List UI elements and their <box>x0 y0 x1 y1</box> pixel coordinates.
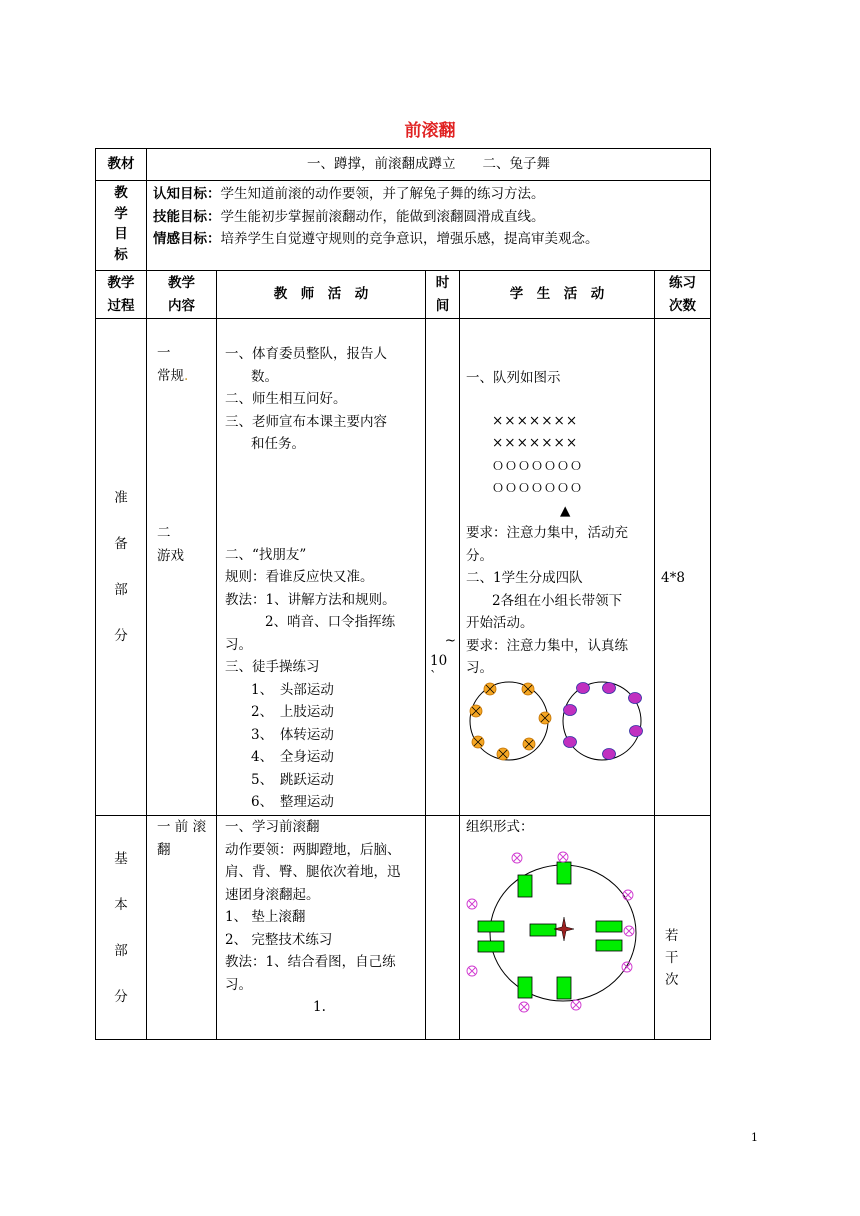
student-line: 习。 <box>466 660 493 676</box>
objective-cognitive <box>153 183 704 206</box>
phase-char: 本 <box>114 896 128 913</box>
formation-row: ＯＯＯＯＯＯＯ <box>492 481 584 495</box>
teacher-line: 规则：看谁反应快又准。 <box>225 569 374 585</box>
phase-char: 部 <box>114 582 128 598</box>
teacher-line: 和任务。 <box>251 436 305 452</box>
exercise-item: 3、 体转运动 <box>251 726 334 743</box>
exercise-item: 1、 头部运动 <box>251 681 334 698</box>
objective-label: 认知目标： <box>153 186 221 202</box>
header-text: 教学 <box>107 275 135 291</box>
game-circles-diagram <box>466 680 651 770</box>
student-line: 要求：注意力集中，认真练 <box>466 637 628 654</box>
header-text: 时 <box>435 275 450 291</box>
student-line: 二、1学生分成四队 <box>466 570 583 586</box>
header-text: 过程 <box>107 297 135 314</box>
prep-teacher <box>217 319 426 816</box>
exercise-item: 4、 全身运动 <box>251 749 334 765</box>
header-reps <box>655 271 711 319</box>
content-item: 常规 <box>157 367 184 384</box>
mat-icon <box>478 862 622 999</box>
phase-char: 分 <box>114 988 128 1005</box>
teacher-position-icon: ▲ <box>560 502 572 519</box>
orange-student-icon <box>470 683 551 760</box>
header-text: 教学 <box>168 275 195 291</box>
header-content <box>147 271 217 319</box>
header-student: 学 生 活 动 <box>460 271 655 319</box>
materials-label: 教材 <box>96 149 147 181</box>
objectives-label-char: 学 <box>114 205 128 222</box>
objectives-label-char: 教 <box>114 185 128 201</box>
teacher-line: 1. <box>313 999 326 1015</box>
objective-affective <box>153 228 704 251</box>
objectives-label-char: 目 <box>114 226 128 242</box>
teacher-line: 三、老师宣布本课主要内容 <box>225 413 387 430</box>
edit-marker: . <box>184 367 189 384</box>
objective-skill <box>153 206 704 229</box>
objectives-label <box>96 181 147 271</box>
teacher-line: 二、“找朋友” <box>225 546 307 563</box>
phase-char: 分 <box>114 628 128 644</box>
exercise-item: 5、 跳跃运动 <box>251 771 334 788</box>
header-process <box>96 271 147 319</box>
prep-row <box>96 319 711 816</box>
basic-phase <box>96 816 147 1040</box>
student-line: 一、队列如图示 <box>466 370 561 386</box>
content-item: 二 <box>157 525 171 541</box>
teacher-line: 教法：1、讲解方法和规则。 <box>225 591 396 608</box>
teacher-line: 动作要领：两脚蹬地，后脑、 <box>225 841 401 858</box>
time-text: ` <box>430 669 437 685</box>
formation-row: ××××××× <box>492 435 579 451</box>
student-line: 开始活动。 <box>466 615 534 631</box>
content-item: 一 <box>157 345 171 361</box>
phase-char: 备 <box>114 536 128 552</box>
formation-row: ＯＯＯＯＯＯＯ <box>492 458 584 473</box>
phase-char: 基 <box>114 850 128 867</box>
header-text: 内容 <box>168 297 195 314</box>
teacher-line: 一、体育委员整队，报告人 <box>225 346 387 362</box>
prep-time <box>426 319 460 816</box>
basic-reps <box>655 816 711 1040</box>
student-line: 2各组在小组长带领下 <box>492 592 623 609</box>
student-line: 组织形式： <box>466 819 534 835</box>
page-title: 前滚翻 <box>404 121 456 141</box>
formation-diagram <box>466 410 654 523</box>
content-item-row <box>157 365 216 388</box>
page-number: 1 <box>751 1131 758 1144</box>
header-time <box>426 271 460 319</box>
teacher-line: 数。 <box>251 368 278 385</box>
objective-label: 技能目标： <box>153 208 221 225</box>
time-text: 10 <box>430 653 448 669</box>
teacher-line: 1、 垫上滚翻 <box>225 909 306 925</box>
time-text: ~ <box>444 633 456 649</box>
lesson-plan-table <box>95 148 711 1040</box>
phase-char: 部 <box>114 942 128 959</box>
teacher-line: 习。 <box>225 636 252 653</box>
organization-diagram <box>466 839 651 1014</box>
student-line: 要求：注意力集中，活动充 <box>466 525 628 541</box>
prep-phase <box>96 319 147 816</box>
content-item: 游戏 <box>157 547 184 564</box>
objective-text: 学生知道前滚的动作要领，并了解兔子舞的练习方法。 <box>220 186 545 202</box>
formation-row: ××××××× <box>492 412 579 429</box>
content-item: 翻 <box>157 841 171 858</box>
objective-text: 培养学生自觉遵守规则的竞争意识，增强乐感，提高审美观念。 <box>220 231 599 247</box>
objectives-row <box>96 181 711 271</box>
basic-content <box>147 816 217 1040</box>
objectives-label-char: 标 <box>114 246 128 263</box>
objective-label: 情感目标： <box>153 231 221 247</box>
teacher-line: 一、学习前滚翻 <box>225 819 320 835</box>
exercise-item: 2、 上肢运动 <box>251 704 334 720</box>
materials-content: 一、蹲撑，前滚翻成蹲立 二、兔子舞 <box>147 149 711 181</box>
center-star-icon <box>554 917 574 941</box>
reps-value: 若 干 次 <box>665 928 692 988</box>
basic-teacher <box>217 816 426 1040</box>
teacher-line: 习。 <box>225 976 252 993</box>
header-text: 间 <box>435 297 450 314</box>
prep-content <box>147 319 217 816</box>
phase-char: 准 <box>114 490 128 506</box>
teacher-line: 三、徒手操练习 <box>225 659 320 675</box>
header-text: 练习 <box>669 275 696 291</box>
basic-time <box>426 816 460 1040</box>
teacher-line: 2、哨音、口令指挥练 <box>265 614 396 630</box>
header-teacher: 教 师 活 动 <box>217 271 426 319</box>
prep-student <box>460 319 655 816</box>
teacher-line: 速团身滚翻起。 <box>225 886 320 903</box>
objective-text: 学生能初步掌握前滚翻动作，能做到滚翻圆滑成直线。 <box>220 208 545 225</box>
content-item: 一 前 滚 <box>157 819 207 835</box>
basic-student <box>460 816 655 1040</box>
teacher-line: 肩、背、臀、腿依次着地，迅 <box>225 864 401 880</box>
objectives-content <box>147 181 711 271</box>
basic-row <box>96 816 711 1040</box>
exercise-item: 6、 整理运动 <box>251 794 334 810</box>
teacher-line: 二、师生相互问好。 <box>225 391 347 407</box>
header-row <box>96 271 711 319</box>
student-line: 分。 <box>466 547 493 564</box>
materials-row <box>96 149 711 181</box>
teacher-line: 教法：1、结合看图，自己练 <box>225 954 396 970</box>
reps-value: 4*8 <box>661 570 685 586</box>
header-text: 次数 <box>669 297 696 314</box>
teacher-line: 2、 完整技术练习 <box>225 931 333 948</box>
prep-reps <box>655 319 711 816</box>
